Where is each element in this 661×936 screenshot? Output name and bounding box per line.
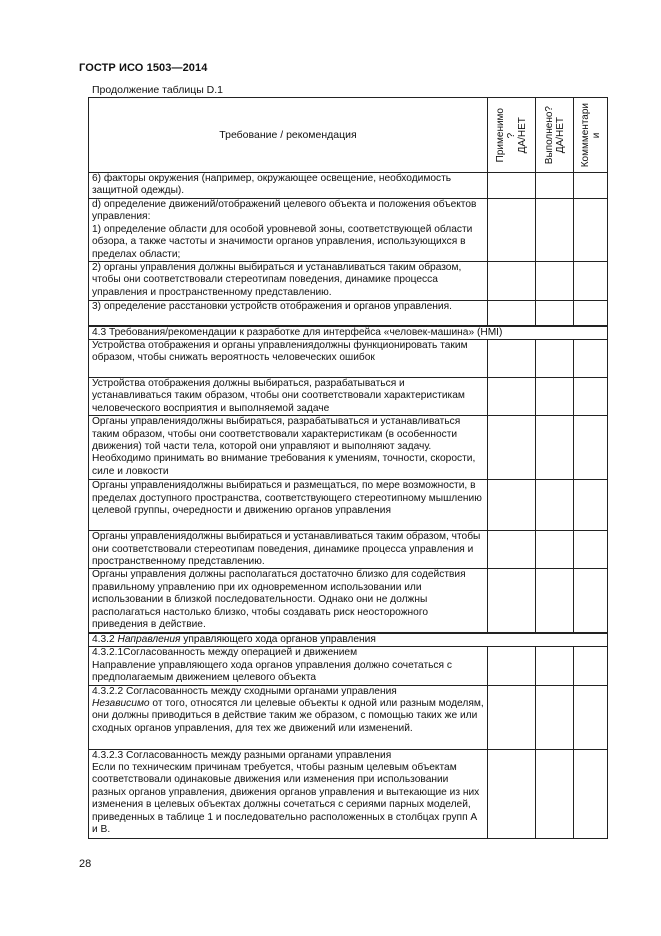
requirement-cell: 6) факторы окружения (например, окружающее освещение, необходимость защитной одежды).	[89, 173, 488, 199]
comments-cell[interactable]	[574, 377, 608, 415]
requirement-cell: Органы управлениядолжны выбираться, разрабатываться и устанавливаться таким образом, чтобы они соответствовали характеристикам (в особенности движения) той части тела, которой они управляют и выполняют задачу. Необходимо принимать во внимание требования к умениям, точности, скорости, силе и ловкости	[89, 416, 488, 480]
requirement-cell: Органы управления должны располагаться достаточно близко для содействия правильному управлению при их одновременном использовании или использовании в близкой последовательности. Однако они не должны располагаться настолько близко, чтобы создавать риск неосторожного приведения в действие.	[89, 569, 488, 633]
section-row	[89, 326, 608, 340]
done-cell[interactable]	[536, 531, 574, 569]
comments-cell[interactable]	[574, 301, 608, 326]
done-cell[interactable]	[536, 647, 574, 685]
table-row	[89, 262, 608, 301]
requirement-cell: 3) определение расстановки устройств отображения и органов управления.	[89, 301, 488, 326]
table-row	[89, 377, 608, 415]
section-heading: 4.3 Требования/рекомендации к разработке для интерфейса «человек-машина» (HMI)	[89, 326, 608, 340]
done-cell[interactable]	[536, 685, 574, 749]
table-header-row	[89, 98, 608, 173]
applicable-cell[interactable]	[488, 480, 536, 531]
applicable-cell[interactable]	[488, 416, 536, 480]
table-row	[89, 685, 608, 749]
done-cell[interactable]	[536, 199, 574, 262]
column-header-done: Выполнено? ДА/НЕТ	[536, 98, 574, 173]
applicable-cell[interactable]	[488, 647, 536, 685]
table-row	[89, 647, 608, 685]
done-cell[interactable]	[536, 301, 574, 326]
table-row	[89, 339, 608, 377]
table-row	[89, 199, 608, 262]
comments-cell[interactable]	[574, 262, 608, 301]
applicable-cell[interactable]	[488, 531, 536, 569]
column-header-requirement: Требование / рекомендация	[89, 98, 488, 173]
applicable-cell[interactable]	[488, 301, 536, 326]
applicable-cell[interactable]	[488, 199, 536, 262]
requirement-cell: 4.3.2.3 Согласованность между разными органами управления Если по техническим причинам требуется, чтобы разным целевым объектам соответствовали одинаковые движения или изменения при использовании разных органов управления, движения органов управления и вытекающие из них изменения в целевых объектах должны сочетаться с сериями парных моделей, приведенных в таблице 1 и последовательно расположенных в столбцах групп А и В.	[89, 749, 488, 838]
applicable-cell[interactable]	[488, 377, 536, 415]
applicable-cell[interactable]	[488, 749, 536, 838]
applicable-cell[interactable]	[488, 339, 536, 377]
done-cell[interactable]	[536, 262, 574, 301]
column-header-comments: Коммментари и	[574, 98, 608, 173]
done-cell[interactable]	[536, 416, 574, 480]
comments-cell[interactable]	[574, 685, 608, 749]
applicable-cell[interactable]	[488, 262, 536, 301]
requirement-cell: 4.3.2.1Согласованность между операцией и движением Направление управляющего хода органов управления должно сочетаться с предполагаемым движением целевого объекта	[89, 647, 488, 685]
section-row	[89, 633, 608, 647]
table-row	[89, 173, 608, 199]
requirement-cell: Устройства отображения и органы управлениядолжны функционировать таким образом, чтобы снижать вероятность человеческих ошибок	[89, 339, 488, 377]
comments-cell[interactable]	[574, 647, 608, 685]
table-row	[89, 301, 608, 326]
comments-cell[interactable]	[574, 416, 608, 480]
requirement-cell: 2) органы управления должны выбираться и устанавливаться таким образом, чтобы они соответствовали стереотипам поведения, динамике процесса управления и пространственному представлению.	[89, 262, 488, 301]
document-code: ГОСТР ИСО 1503—2014	[79, 62, 208, 74]
table-row	[89, 416, 608, 480]
done-cell[interactable]	[536, 339, 574, 377]
requirement-cell: Органы управлениядолжны выбираться и устанавливаться таким образом, чтобы они соответствовали стереотипам поведения, динамике процесса управления и пространственному представлению.	[89, 531, 488, 569]
requirement-cell: d) определение движений/отображений целевого объекта и положения объектов управления: 1) определение области для особой уровневой зоны, соответствующей области обзора, а также частоты и значимости органов управления, использующихся в пределах области;	[89, 199, 488, 262]
requirement-cell: Устройства отображения должны выбираться, разрабатываться и устанавливаться таким образом, чтобы они соответствовали характеристикам человеческого восприятия и выполняемой задаче	[89, 377, 488, 415]
table-row	[89, 749, 608, 838]
requirements-table	[88, 97, 608, 839]
done-cell[interactable]	[536, 749, 574, 838]
section-heading: 4.3.2 Направления управляющего хода органов управления	[89, 633, 608, 647]
table-continuation-caption: Продолжение таблицы D.1	[92, 84, 224, 96]
table-row	[89, 480, 608, 531]
done-cell[interactable]	[536, 173, 574, 199]
done-cell[interactable]	[536, 569, 574, 633]
comments-cell[interactable]	[574, 531, 608, 569]
applicable-cell[interactable]	[488, 569, 536, 633]
column-header-applicable: Применимо ? ДА/НЕТ	[488, 98, 536, 173]
done-cell[interactable]	[536, 377, 574, 415]
applicable-cell[interactable]	[488, 685, 536, 749]
table-row	[89, 569, 608, 633]
comments-cell[interactable]	[574, 339, 608, 377]
comments-cell[interactable]	[574, 569, 608, 633]
comments-cell[interactable]	[574, 480, 608, 531]
done-cell[interactable]	[536, 480, 574, 531]
page-number: 28	[79, 858, 92, 870]
requirement-cell: Органы управлениядолжны выбираться и размещаться, по мере возможности, в пределах доступного пространства, соответствующего стереотипному мышлению целевой группы, очередности и движению органов управления	[89, 480, 488, 531]
comments-cell[interactable]	[574, 749, 608, 838]
comments-cell[interactable]	[574, 199, 608, 262]
requirement-cell: 4.3.2.2 Согласованность между сходными органами управления Независимо от того, относятся ли целевые объекты к одной или разным моделям, они должны приводиться в действие таким же образом, с помощью таких же или сходных органов управления, для тех же движений или изменений.	[89, 685, 488, 749]
table-row	[89, 531, 608, 569]
comments-cell[interactable]	[574, 173, 608, 199]
applicable-cell[interactable]	[488, 173, 536, 199]
